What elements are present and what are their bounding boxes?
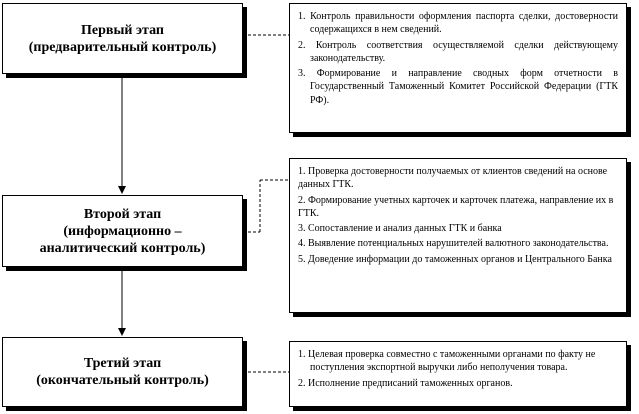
stage-2-title: Второй этап	[83, 206, 162, 222]
list-item: 1. Контроль правильности оформления паспорта сделки, достоверности содержащихся в нем сведений.	[298, 11, 618, 36]
list-item: 2. Контроль соответствия осуществляемой сделки действующему законодательству.	[298, 39, 618, 64]
stage-1-box	[2, 3, 243, 74]
stage-1-title: Первый этап	[81, 22, 164, 38]
stage-3-details	[289, 341, 627, 407]
stage-2-subtitle: (информационно –	[63, 223, 182, 239]
stage-3-box	[2, 337, 243, 407]
list-item: 3. Формирование и направление сводных форм отчетности в Государственный Таможенный Комитет Российской Федерации (ГТК РФ).	[298, 68, 618, 106]
list-item: 1. Целевая проверка совместно с таможенными органами по факту не поступления экспортной выручки либо неполучения товара.	[298, 349, 596, 374]
list-item: 3. Сопоставление и анализ данных ГТК и банка	[298, 223, 502, 235]
stage-1-details	[289, 3, 627, 133]
list-item: 2. Формирование учетных карточек и карточек платежа, направление их в ГТК.	[298, 194, 614, 219]
stage-2-subtitle-cont: аналитический контроль)	[39, 240, 206, 256]
stage-3-title: Третий этап	[83, 356, 162, 371]
arrow-stage1-to-stage2-head	[118, 186, 126, 194]
stage-3-subtitle: (окончательный контроль)	[36, 373, 209, 388]
list-item: 4. Выявление потенциальных нарушителей валютного законодательства.	[298, 238, 609, 250]
arrow-stage2-to-stage3-head	[118, 328, 126, 336]
stage-2-box	[2, 195, 243, 267]
stage-2-detail-list	[298, 165, 618, 266]
stage-3-detail-list	[298, 348, 618, 390]
list-item: 5. Доведение информации до таможенных органов и Центрального Банка	[298, 253, 612, 265]
stage-1-subtitle: (предварительный контроль)	[28, 39, 217, 55]
stage-2-details	[289, 158, 627, 313]
list-item: 2. Исполнение предписаний таможенных органов.	[298, 377, 513, 389]
list-item: 1. Проверка достоверности получаемых от клиентов сведений на основе данных ГТК.	[298, 166, 608, 191]
stage-1-detail-list	[298, 10, 618, 107]
